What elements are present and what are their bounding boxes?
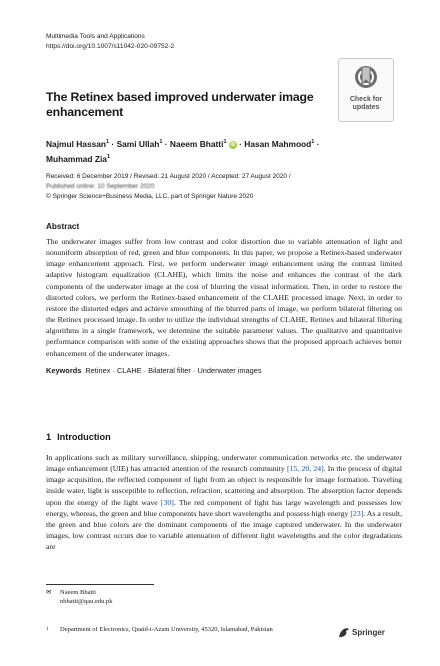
author-line-2 — [46, 151, 346, 166]
intro-text: . In the process of digital image acquisition, the reflected component of light from an object is responsible for image formation. Traveling inside water, light is susceptible to reflection, refraction, scattering and absorption. The absorption factor depends upon the energy of the light wave — [46, 464, 402, 507]
footnote-divider — [46, 584, 154, 585]
affiliation — [46, 625, 273, 634]
springer-logo — [338, 627, 385, 638]
author-name[interactable]: Muhammad Zia — [46, 153, 107, 164]
section-heading — [46, 432, 117, 442]
author-name[interactable]: Naeem Bhatti — [169, 138, 224, 149]
published-date: Published online: 10 September 2020 — [46, 183, 155, 190]
check-label-line2: updates — [352, 104, 380, 111]
author-list — [46, 136, 346, 166]
orcid-icon[interactable]: iD — [230, 141, 236, 148]
publisher-name: Springer — [352, 628, 385, 637]
springer-horse-icon — [338, 627, 350, 638]
author-name[interactable]: Najmul Hassan — [46, 138, 107, 149]
author-separator: · — [236, 138, 245, 149]
author-name[interactable]: Sami Ullah — [116, 138, 160, 149]
author-name[interactable]: Hasan Mahmood — [244, 138, 312, 149]
author-separator: · — [109, 138, 117, 149]
intro-text: . The red component of light has large wavelength and possesses low energy, whereas, the green and blue components have short wavelengths and possess high energy — [46, 497, 402, 518]
envelope-icon: ✉ — [46, 589, 52, 596]
bookmark-check-icon — [353, 64, 379, 94]
abstract-text: The underwater images suffer from low contrast and color distortion due to variable attenuation of light and nonuniform absorption of red, green and blue components. In this paper, we propose a Retinex-based underwater image enhancement approach. First, we perform underwater image enhancement using the contrast limited adaptive histogram equalization (CLAHE), which limits the noise and enhances the contrast of the dark components of the underwater image at the cost of blurring the visual information. Then, in order to restore the distorted colors, we perform the Retinex-based enhancement of the CLAHE processed image. Next, in order to restore the distorted edges and achieve smoothing of the blurred parts of image, we perform bilateral filtering on the Retinex processed image. In order to utilize the individual strengths of CLAHE, Retinex and bilateral filtering algorithms in a single framework, we determine the suitable parameter values. The qualitative and quantitative performance comparison with some of the existing approaches shows that the proposed approach achieves better enhancement of the underwater images. — [46, 237, 402, 358]
introduction-paragraph — [46, 452, 402, 552]
paper-page — [46, 0, 402, 666]
citation-link[interactable]: [30] — [160, 497, 174, 507]
keywords-label: Keywords — [46, 366, 82, 375]
author-affil-sup: 1 — [311, 139, 315, 145]
intro-text: In applications such as military surveillance, shipping, underwater communication networks etc. the underwater image enhancement (UIE) has attracted attention of the research community — [46, 453, 402, 474]
citation-link[interactable]: [15, 20, 24] — [286, 464, 324, 474]
section-title: Introduction — [57, 432, 111, 442]
journal-name: Multimedia Tools and Applications — [46, 33, 145, 40]
author-affil-sup: 1 — [159, 139, 163, 145]
keywords-line — [46, 366, 262, 375]
author-affil-sup: 1 — [106, 153, 111, 160]
author-separator: · — [162, 138, 170, 149]
author-affil-sup: 1 — [106, 139, 110, 145]
author-line-1 — [46, 136, 346, 151]
citation-link[interactable]: [23] — [350, 508, 364, 518]
corresponding-author-name: Naeem Bhatti — [60, 589, 96, 596]
journal-header — [46, 32, 174, 52]
check-label-line1: Check for — [349, 96, 383, 103]
affiliation-sup: 1 — [46, 627, 49, 632]
corresponding-author-footnote — [46, 588, 113, 606]
intro-text: . As a result, the green and blue colors are the dominant components of the image captured underwater. In the underwater images, low contrast occurs due to variable attenuation of different light wavelengths and the color degradations are — [46, 508, 403, 552]
doi-link[interactable]: https://doi.org/10.1007/s11042-020-09752-2 — [46, 43, 175, 50]
copyright-line: © Springer Science+Business Media, LLC, part of Springer Nature 2020 — [46, 193, 254, 200]
check-for-updates-badge[interactable] — [338, 58, 394, 122]
author-separator: · — [314, 138, 320, 149]
keywords-list: Retinex · CLAHE · Bilateral filter · Underwater images — [85, 366, 262, 375]
paper-title: The Retinex based improved underwater image enhancement — [46, 90, 314, 119]
corresponding-author-email[interactable]: nbhatti@qau.edu.pk — [60, 598, 113, 605]
abstract-heading: Abstract — [46, 222, 80, 231]
article-dates — [46, 172, 291, 202]
author-affil-sup: 1 — [223, 139, 227, 145]
section-number: 1 — [46, 432, 52, 442]
affiliation-text: Department of Electronics, Quaid-i-Azam University, 45320, Islamabad, Pakistan — [60, 626, 273, 633]
received-dates: Received: 6 December 2019 / Revised: 21 August 2020 / Accepted: 27 August 2020 / — [46, 173, 291, 180]
